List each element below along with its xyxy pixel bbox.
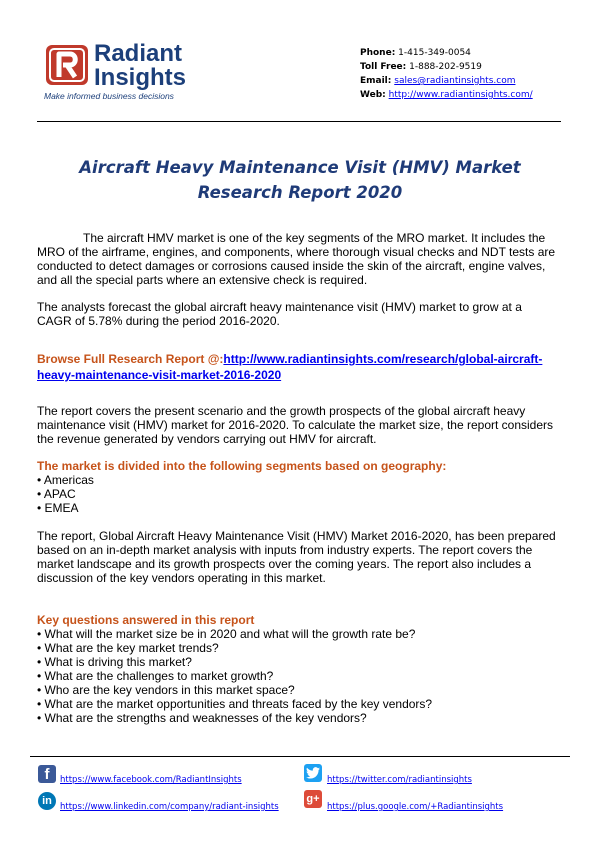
intro-paragraph-2: The analysts forecast the global aircraft heavy maintenance visit (HMV) market to grow at a CAGR of 5.78% during the period 2016-2020.	[37, 300, 522, 328]
email-link[interactable]: sales@radiantinsights.com	[394, 76, 516, 86]
report-paragraph: The report, Global Aircraft Heavy Maintenance Visit (HMV) Market 2016-2020, has been prepared based on an in-depth market analysis with inputs from industry experts. The report covers the market landscape and its growth prospects over the coming years. The report also includes a discussion of the key vendors operating in this market.	[37, 529, 556, 585]
list-item: • Americas	[37, 473, 557, 487]
questions-heading: Key questions answered in this report	[37, 613, 255, 627]
linkedin-link[interactable]: https://www.linkedin.com/company/radiant-insights	[60, 802, 279, 812]
header-divider	[37, 121, 561, 122]
tollfree-value: 1-888-202-9519	[409, 62, 482, 72]
google-plus-icon[interactable]: g+	[304, 790, 322, 808]
geography-section	[37, 459, 557, 515]
questions-list	[37, 627, 557, 725]
brand-name	[94, 42, 186, 90]
page-title: Aircraft Heavy Maintenance Visit (HMV) Market Research Report 2020	[79, 158, 521, 202]
twitter-icon[interactable]	[304, 764, 322, 782]
brand-tagline: Make informed business decisions	[44, 91, 174, 101]
list-item: • What are the market opportunities and threats faced by the key vendors?	[37, 697, 557, 711]
web-link[interactable]: http://www.radiantinsights.com/	[388, 90, 533, 100]
contact-block	[360, 46, 533, 102]
radiant-insights-logo	[44, 40, 214, 104]
brand-name-line2: Insights	[94, 64, 187, 91]
facebook-icon[interactable]: f	[38, 765, 56, 783]
browse-report	[37, 351, 557, 383]
radiant-logo-icon	[44, 43, 90, 87]
google-plus-link[interactable]: https://plus.google.com/+Radiantinsights	[327, 802, 504, 812]
list-item: • What is driving this market?	[37, 655, 557, 669]
twitter-link[interactable]: https://twitter.com/radiantinsights	[327, 775, 472, 785]
web-label: Web:	[360, 90, 386, 100]
geography-list	[37, 473, 557, 515]
questions-section	[37, 613, 557, 725]
geography-heading: The market is divided into the following segments based on geography:	[37, 459, 447, 473]
list-item: • What are the strengths and weaknesses of the key vendors?	[37, 711, 557, 725]
tollfree-label: Toll Free:	[360, 62, 407, 72]
browse-label: Browse Full Research Report @:	[37, 352, 224, 366]
footer-divider	[30, 756, 570, 757]
list-item: • What will the market size be in 2020 and what will the growth rate be?	[37, 627, 557, 641]
list-item: • What are the challenges to market growth?	[37, 669, 557, 683]
intro-paragraph-1: The aircraft HMV market is one of the key segments of the MRO market. It includes the MRO of the airframe, engines, and components, where thorough visual checks and NDT tests are conducted to detect damages or corrosions caused inside the skin of the aircraft, engine valves, and all the special parts where an extensive check is required.	[37, 231, 556, 287]
email-label: Email:	[360, 76, 392, 86]
facebook-link[interactable]: https://www.facebook.com/RadiantInsights	[60, 775, 242, 785]
phone-label: Phone:	[360, 48, 396, 58]
list-item: • EMEA	[37, 501, 557, 515]
list-item: • What are the key market trends?	[37, 641, 557, 655]
brand-name-line1: Radiant	[94, 40, 183, 67]
list-item: • APAC	[37, 487, 557, 501]
list-item: • Who are the key vendors in this market space?	[37, 683, 557, 697]
report-link[interactable]: http://www.radiantinsights.com/research/global-aircraft-heavy-maintenance-visit-market-2016-2020	[37, 352, 543, 382]
linkedin-icon[interactable]: in	[38, 792, 56, 810]
phone-value: 1-415-349-0054	[398, 48, 471, 58]
scope-paragraph: The report covers the present scenario and the growth prospects of the global aircraft heavy maintenance visit (HMV) market for 2016-2020. To calculate the market size, the report considers the revenue generated by vendors carrying out HMV for aircraft.	[37, 404, 554, 446]
